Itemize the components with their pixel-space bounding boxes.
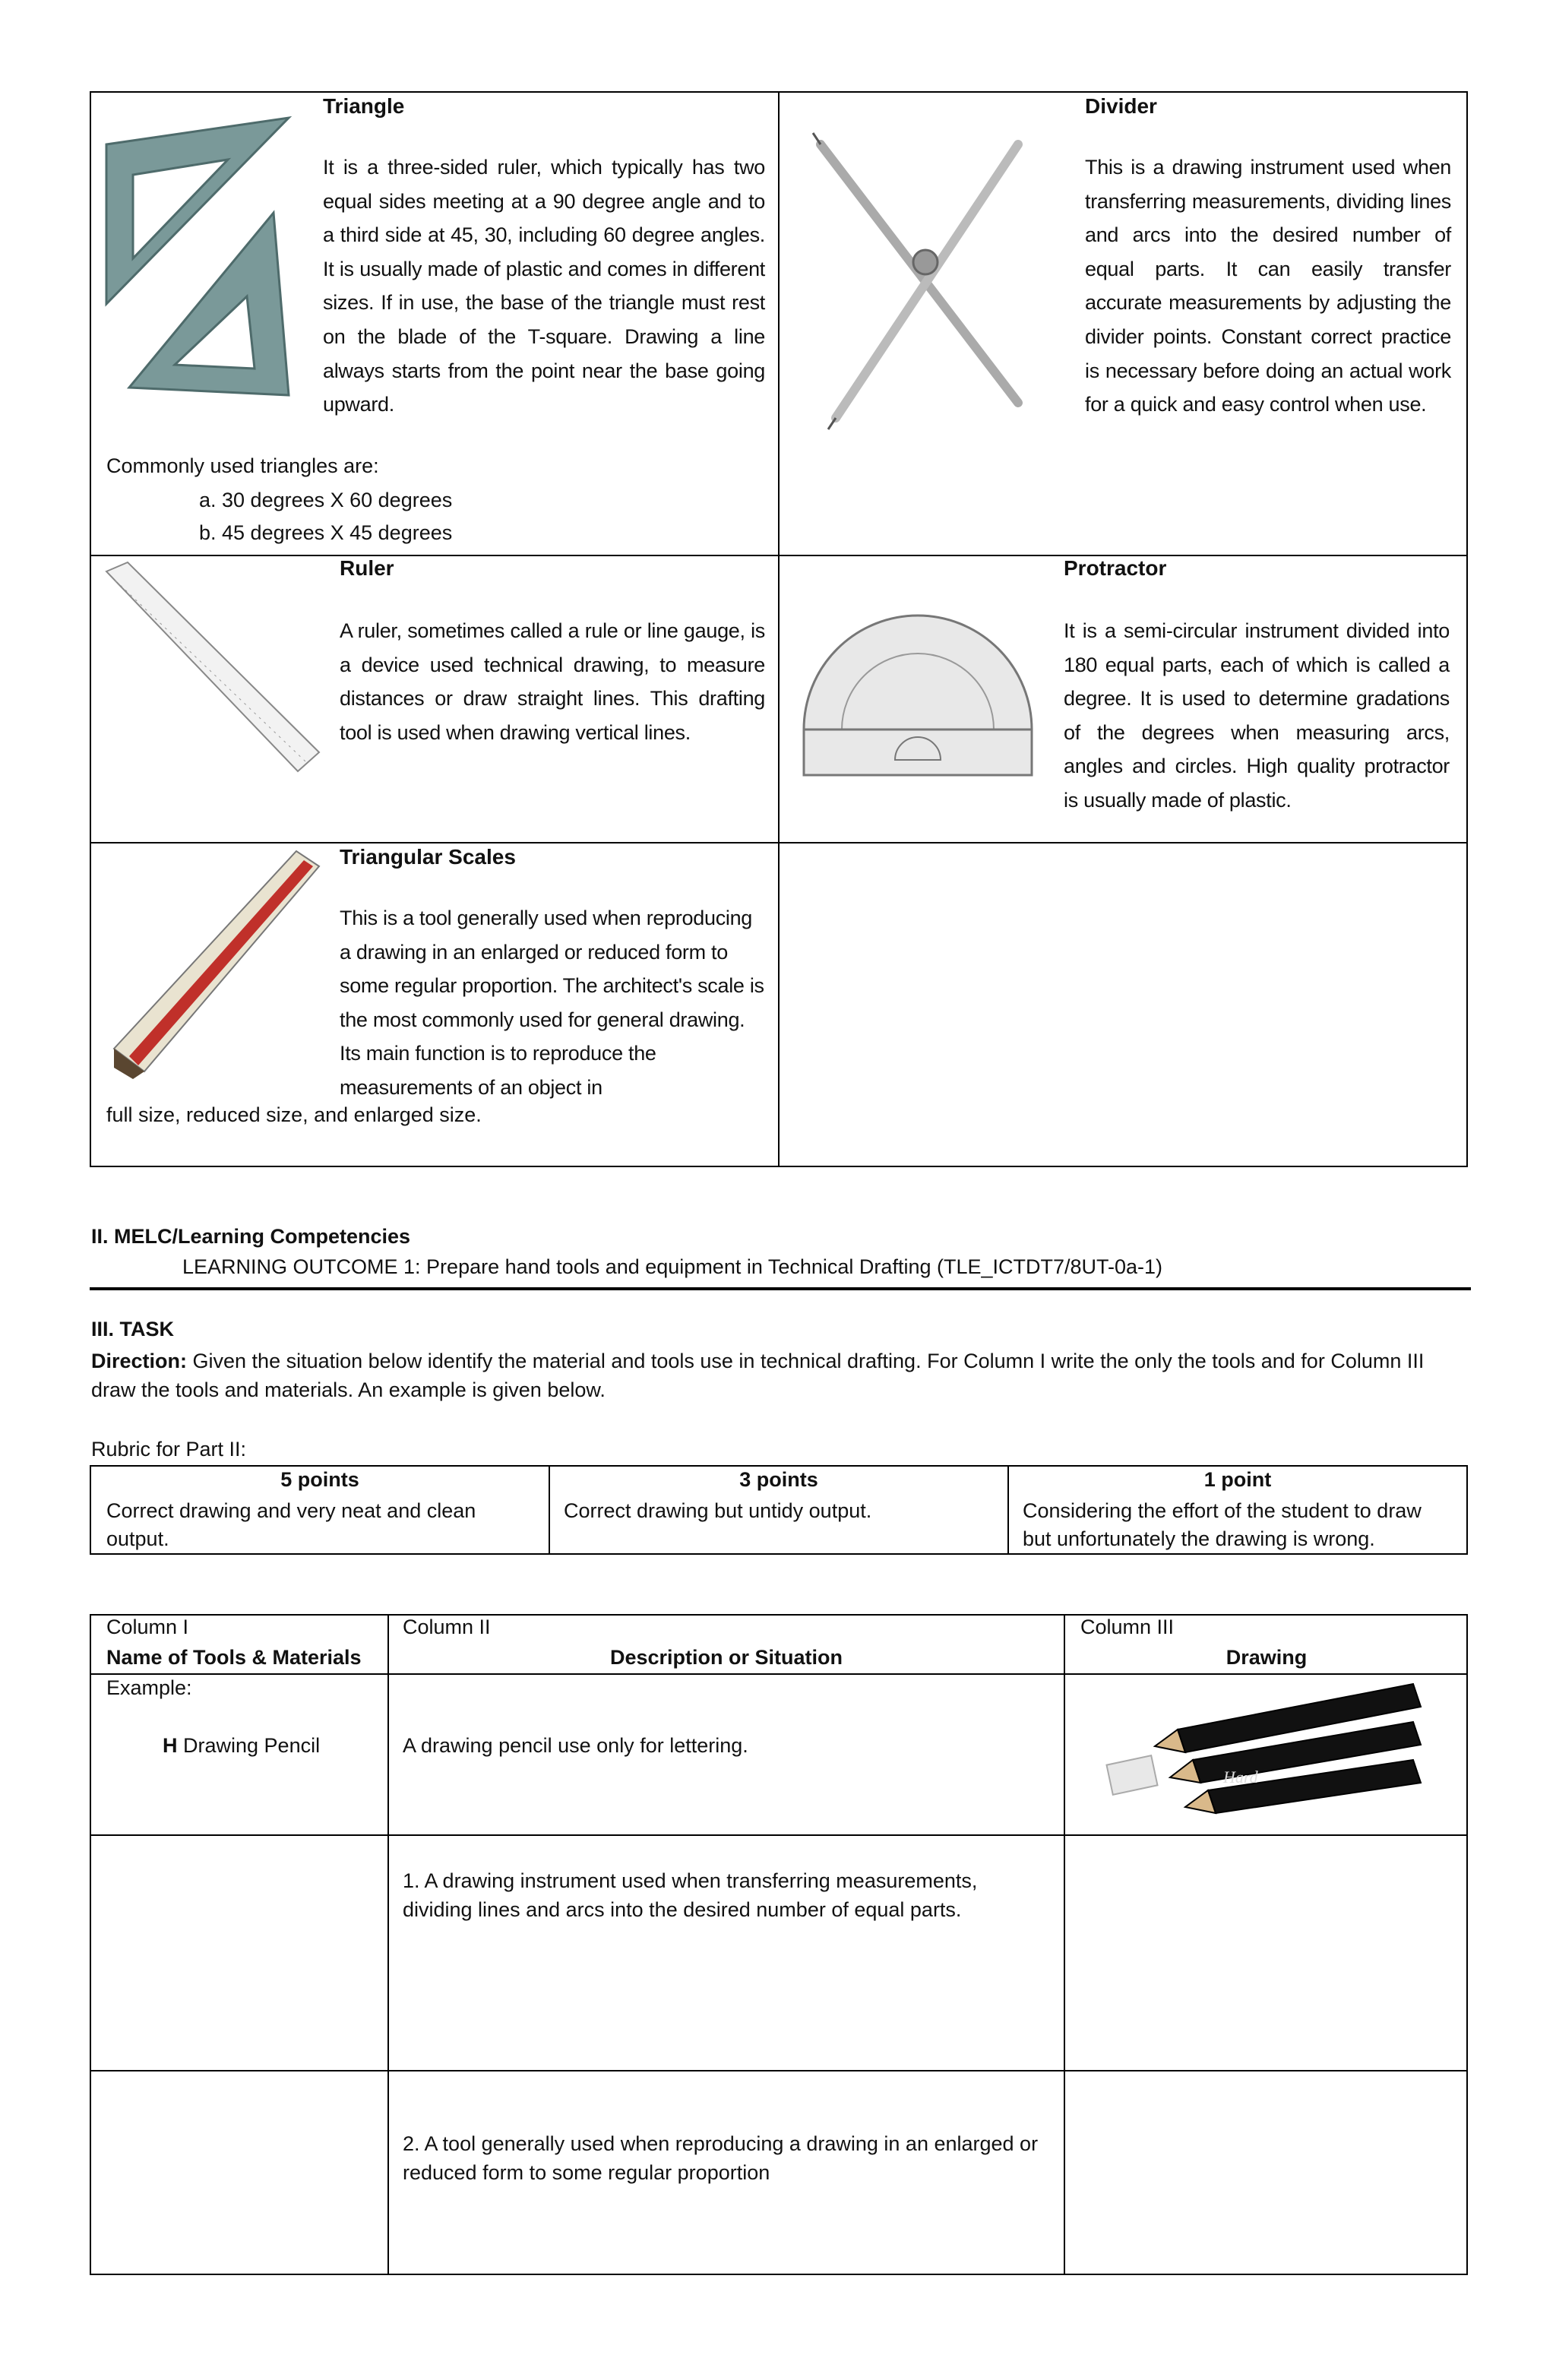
protractor-image — [796, 570, 1039, 783]
worksheet-row-line-3 — [90, 2070, 1468, 2071]
section-rule — [90, 1287, 1471, 1290]
triangular-scale-image — [114, 851, 319, 1079]
triangular-scales-description-tail: full size, reduced size, and enlarged size. — [106, 1103, 482, 1126]
worksheet-col-line-2 — [1064, 1614, 1065, 2275]
divider-description: This is a drawing instrument used when transferring measurements, dividing lines and arcs into the desired number of equal parts. It can easily transfer accurate measurements by adjusting the divider points. Constant correct practice is necessary before doing an actual work for a quick and easy control when use. — [1085, 156, 1451, 416]
divider-title: Divider — [1085, 94, 1157, 118]
column-3-header: Drawing — [1226, 1646, 1308, 1669]
worksheet-row-line-1 — [90, 1673, 1468, 1675]
question-2: 2. A tool generally used when reproducing a drawing in an enlarged or reduced form to some regular proportion — [403, 2132, 1039, 2184]
rubric-cell-3: Correct drawing but untidy output. — [564, 1499, 872, 1522]
ruler-image — [106, 562, 319, 783]
pencil-hard-label: Hard — [1223, 1768, 1258, 1787]
worksheet-col-line-1 — [387, 1614, 389, 2275]
triangle-type-b: b. 45 degrees X 45 degrees — [199, 521, 453, 544]
example-description: A drawing pencil use only for lettering. — [403, 1734, 748, 1757]
rubric-label: Rubric for Part II: — [91, 1438, 247, 1461]
direction-text: Given the situation below identify the material and tools use in technical drafting. For Column I write the only the tools and for Column III draw the tools and materials. An example is given below. — [91, 1350, 1425, 1401]
tools-table-divider — [778, 91, 780, 1167]
rubric-header-5: 5 points — [280, 1468, 359, 1491]
example-label: Example: — [106, 1676, 192, 1699]
divider-image — [805, 129, 1033, 433]
triangle-description: It is a three-sided ruler, which typically has two equal sides meeting at a 90 degree angle and to a third side at 45, 30, including 60 degree angles. It is usually made of plastic and comes in different sizes. If in use, the base of the triangle must rest on the blade of the T-square. Drawing a line always starts from the point near the base going upward. — [323, 156, 765, 416]
column-2-header: Description or Situation — [609, 1646, 843, 1669]
triangle-common-label: Commonly used triangles are: — [106, 454, 379, 477]
triangle-type-a: a. 30 degrees X 60 degrees — [199, 489, 453, 511]
protractor-title: Protractor — [1064, 556, 1167, 580]
rubric-cell-5: Correct drawing and very neat and clean output. — [106, 1499, 476, 1550]
rubric-header-3: 3 points — [739, 1468, 818, 1491]
task-heading: III. TASK — [91, 1318, 175, 1340]
protractor-description: It is a semi-circular instrument divided into 180 equal parts, each of which is called a degree. It is used to determine gradations of the degrees when measuring arcs, angles and circles. High quality protractor is usually made of plastic. — [1064, 619, 1450, 812]
example-pencil-grade: H — [163, 1734, 178, 1757]
example-tool — [163, 1734, 320, 1758]
rubric-header-1: 1 point — [1203, 1468, 1272, 1491]
tools-row-line-1 — [90, 555, 1468, 556]
ruler-description: A ruler, sometimes called a rule or line gauge, is a device used technical drawing, to measure distances or draw straight lines. This drafting tool is used when drawing vertical lines. — [340, 619, 765, 744]
triangular-scales-description: This is a tool generally used when reproducing a drawing in an enlarged or reduced form to some regular proportion. The architect's scale is the most commonly used for general drawing. Its main function is to reproduce the measurements of an object in — [340, 907, 764, 1099]
column-3-label: Column III — [1080, 1616, 1175, 1638]
direction-label: Direction: — [91, 1350, 188, 1372]
rubric-cell-1: Considering the effort of the student to draw but unfortunately the drawing is wrong. — [1023, 1499, 1422, 1550]
triangular-scales-title: Triangular Scales — [340, 845, 516, 869]
pencils-image — [1109, 1676, 1428, 1828]
column-1-label: Column I — [106, 1616, 189, 1638]
triangle-title: Triangle — [323, 94, 405, 118]
worksheet-row-line-2 — [90, 1834, 1468, 1836]
ruler-title: Ruler — [340, 556, 394, 580]
task-direction — [91, 1347, 1459, 1404]
learning-outcome: LEARNING OUTCOME 1: Prepare hand tools and equipment in Technical Drafting (TLE_ICTDT7/8UT-0a-1) — [182, 1255, 1163, 1278]
example-tool-name: Drawing Pencil — [177, 1734, 321, 1757]
triangle-image — [99, 114, 296, 403]
column-2-label: Column II — [403, 1616, 491, 1638]
question-1: 1. A drawing instrument used when transferring measurements, dividing lines and arcs into the desired number of equal parts. — [403, 1869, 978, 1921]
tools-row-line-2 — [90, 842, 1468, 843]
melc-heading: II. MELC/Learning Competencies — [91, 1225, 411, 1248]
column-1-header: Name of Tools & Materials — [106, 1646, 362, 1669]
